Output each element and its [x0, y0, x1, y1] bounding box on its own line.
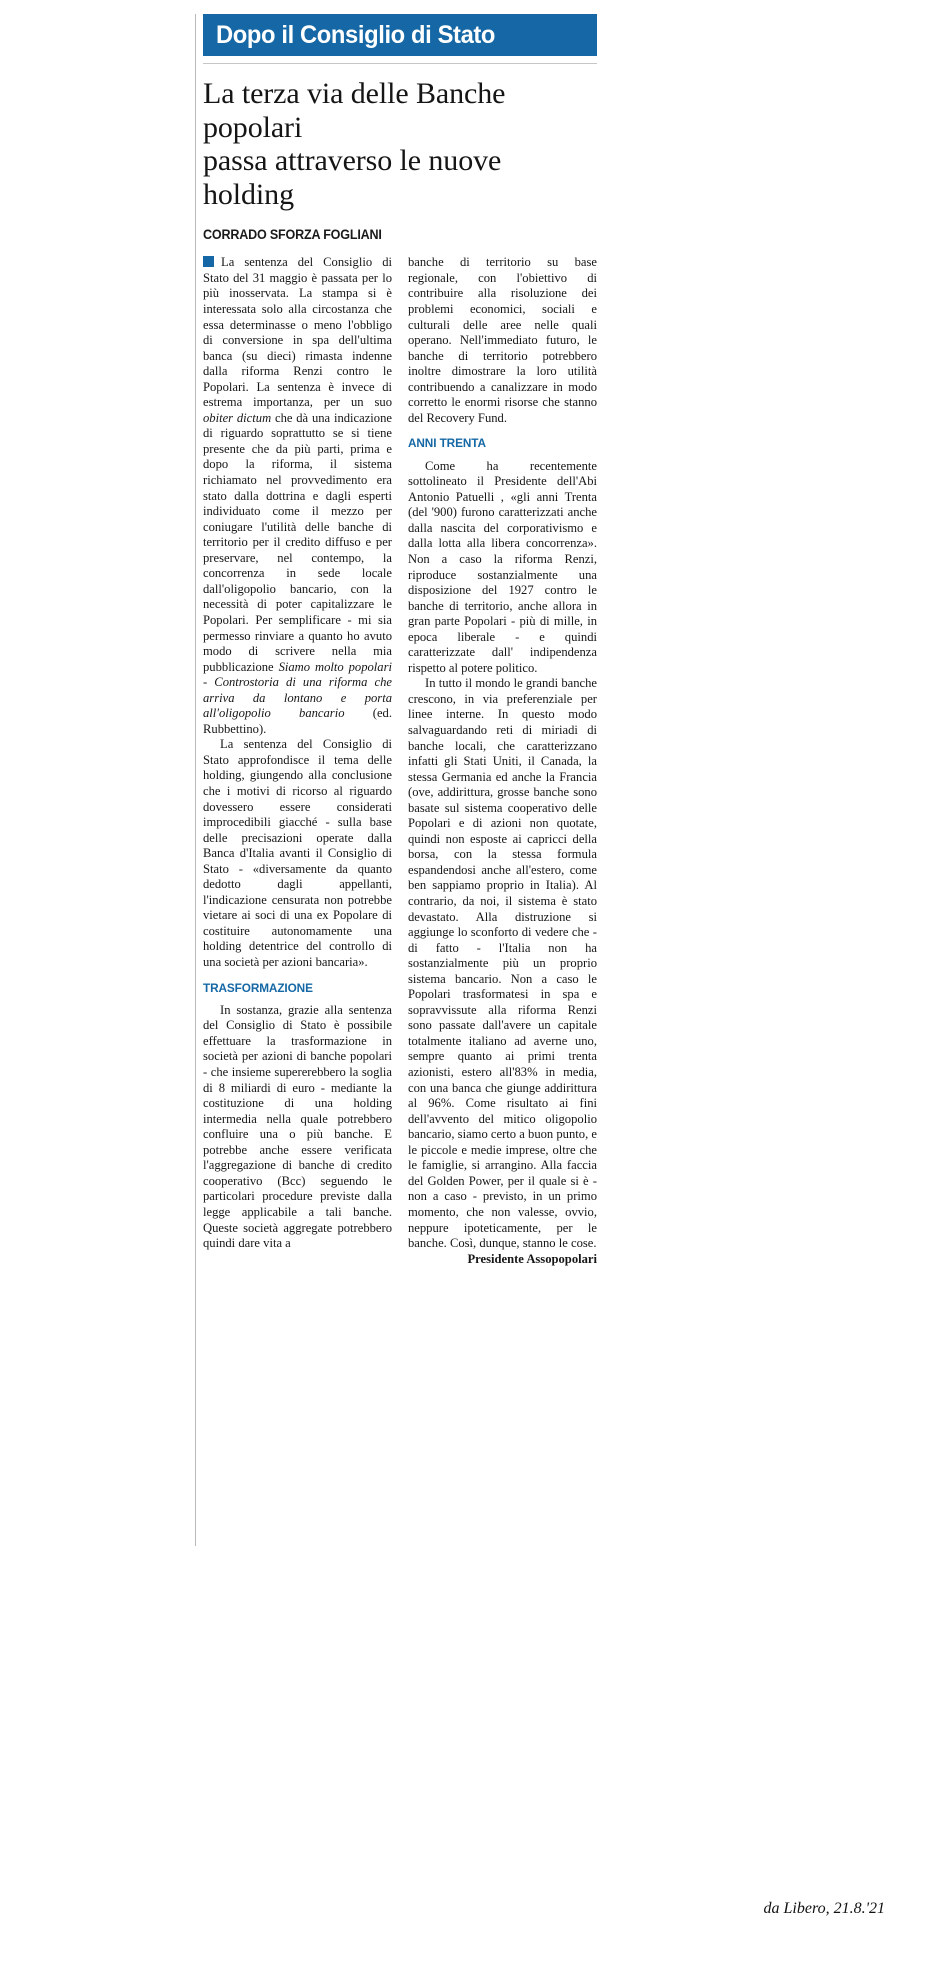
- paragraph-intro-text-a: La sentenza del Consiglio di Stato del 31 maggio è passata per lo più inosservata. La stampa si è interessata solo alla circostanza che essa determinasse o meno l'obbligo di conversione in spa dell'ultima banca (su dieci) rimasta indenne dalla riforma Renzi contro le Popolari. La sentenza è invece di estrema importanza, per un suo: [203, 255, 392, 410]
- paragraph-holding: La sentenza del Consiglio di Stato approfondisce il tema delle holding, giungendo alla conclusione che i motivi di ricorso al riguardo dovessero essere considerati improcedibili giacché - sulla base delle precisazioni operate dalla Banca d'Italia avanti il Consiglio di Stato - «diversamente da quanto dedotto dagli appellanti, l'indicazione censurata non potrebbe vietare ai soci di una ex Popolare di costituire autonomamente una holding detentrice del controllo di una società per azioni bancaria».: [203, 737, 392, 969]
- kicker-banner: [203, 14, 597, 56]
- newspaper-clipping: [195, 14, 597, 1267]
- headline-line-1: La terza via delle Banche popolari: [203, 77, 506, 144]
- source-attribution: da Libero, 21.8.'21: [763, 1900, 885, 1917]
- paragraph-continuation: banche di territorio su base regionale, con l'obiettivo di contribuire alla risoluzione dei problemi economici, sociali e culturali delle aree nelle quali operano. Nell'immediato futuro, le banche di territorio potrebbero inoltre dimostrare la loro utilità contribuendo a canalizzare in modo corretto le enormi risorse che stanno del Recovery Fund.: [408, 255, 597, 425]
- paragraph-intro-italic-b: Siamo molto popolari - Controstoria di una riforma che arriva da lontano e porta all'oligopolio bancario: [203, 659, 392, 721]
- article-headline: [203, 77, 597, 211]
- article-signoff: Presidente Assopopolari: [467, 1251, 597, 1266]
- article-byline: CORRADO SFORZA FOGLIANI: [203, 227, 382, 243]
- paragraph-intro-italic-a: obiter dictum: [203, 410, 272, 425]
- article-column-right: [408, 255, 597, 1267]
- article-column-left: [203, 255, 392, 1251]
- paragraph-trasformazione: In sostanza, grazie alla sentenza del Consiglio di Stato è possibile effettuare la trasformazione in società per azioni di banche popolari - che insieme supererebbero la soglia di 8 miliardi di euro - mediante la costituzione di una holding intermedia nella quale potrebbero confluire una o più banche. E potrebbe anche essere verificata l'aggregazione di banche di credito cooperativo (Bcc) seguendo le particolari procedure previste dalla legge applicabile a tali banche. Queste società aggregate potrebbero quindi dare vita a: [203, 1002, 392, 1251]
- kicker-divider: [203, 63, 597, 64]
- headline-line-2: passa attraverso le nuove holding: [203, 144, 502, 211]
- subhead-anni-trenta: ANNI TRENTA: [408, 436, 486, 451]
- article-body-columns: [203, 255, 597, 1267]
- paragraph-intro: [203, 255, 392, 737]
- square-bullet-icon: [203, 256, 214, 267]
- paragraph-anni-trenta: Come ha recentemente sottolineato il Presidente dell'Abi Antonio Patuelli , «gli anni Trenta (del '900) furono caratterizzati anche dalla nascita del corporativismo e dalla lotta alla libera concorrenza». Non a caso la riforma Renzi, riproduce sostanzialmente una disposizione del 1927 contro le banche di territorio, anche allora in gran parte Popolari - più di mille, in epoca liberale - e quindi caratterizzate dall' indipendenza rispetto al potere politico.: [408, 458, 597, 675]
- subhead-trasformazione: TRASFORMAZIONE: [203, 980, 313, 995]
- paragraph-mondo: In tutto il mondo le grandi banche crescono, in via preferenziale per linee interne. In questo modo salvaguardando reti di miriadi di banche locali, che caratterizzano infatti gli Stati Uniti, il Canada, la stessa Germania ed anche la Francia (ove, addirittura, grosse banche sono basate sul sistema cooperativo delle Popolari e di azioni non quotate, quindi non esposte ai capricci della borsa, con la stessa formula espandendosi anche all'estero, come ben sappiamo proprio in Italia). Al contrario, da noi, il sistema è stato devastato. Alla distruzione si aggiunge lo sconforto di vedere che - di fatto - l'Italia non ha sostanzialmente più un proprio sistema bancario. Non a caso le Popolari trasformatesi in spa e sopravvissute alla riforma Renzi sono passate dall'avere un capitale totalmente italiano ad averne uno, sempre quanto ai primi trenta azionisti, estero all'83% in media, con una banca che giunge addirittura al 96%. Come risultato ai fini dell'avvento del mitico oligopolio bancario, siamo certo a buon punto, e le piccole e medie imprese, oltre che le famiglie, si arrangino. Alla faccia del Golden Power, per il quale si è - non a caso - previsto, in un primo momento, che non valesse, ovvio, neppure ipoteticamente, per le banche. Così, dunque, stanno le cose.: [408, 676, 597, 1251]
- kicker-text: Dopo il Consiglio di Stato: [216, 20, 496, 49]
- paragraph-intro-text-c: (ed. Rubbettino).: [203, 706, 392, 736]
- paragraph-intro-text-b: che dà una indicazione di riguardo soprattutto se si tiene presente che da più parti, prima e dopo la riforma, il sistema richiamato nel provvedimento era stato dalla dottrina e dagli esperti individuato come il mezzo per coniugare l'utilità delle banche di territorio per il credito diffuso e per preservare, nel contempo, la concorrenza in sede locale dall'oligopolio bancario, con la necessità di poter capitalizzare le Popolari. Per semplificare - mi sia permesso rinviare a quanto ho avuto modo di scrivere nella mia pubblicazione: [203, 410, 392, 674]
